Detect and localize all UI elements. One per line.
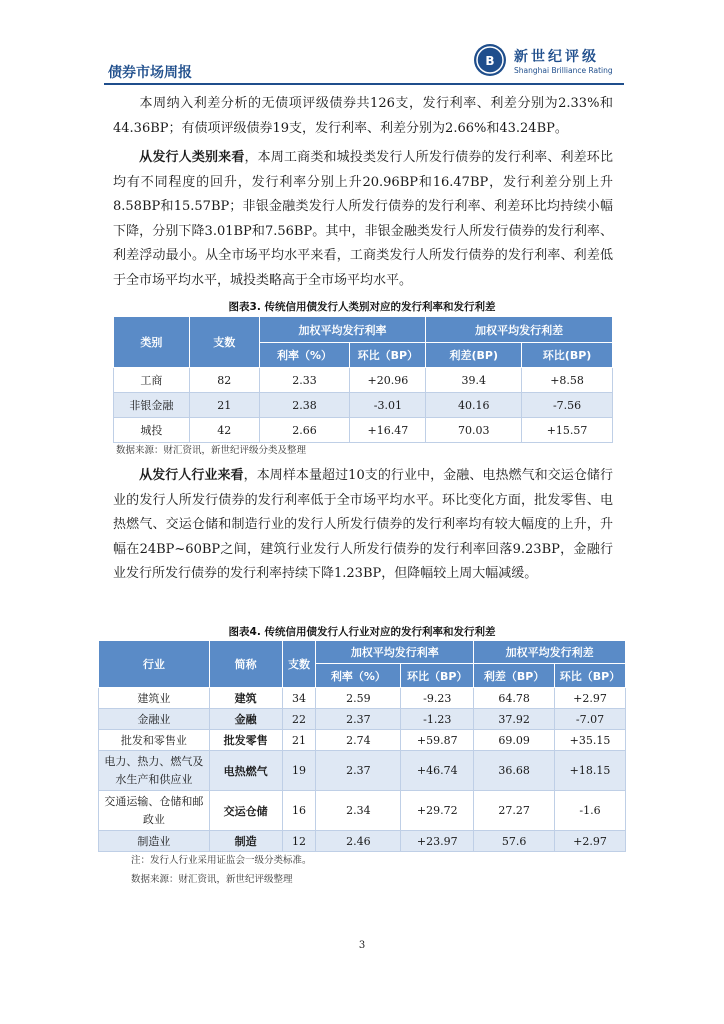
cell: 34 xyxy=(282,688,316,709)
cell: +35.15 xyxy=(555,730,626,751)
cell: +20.96 xyxy=(350,368,426,393)
cell: 批发零售 xyxy=(209,730,282,751)
cell: 16 xyxy=(282,791,316,831)
cell: 64.78 xyxy=(474,688,555,709)
table4-source: 数据来源：财汇资讯，新世纪评级整理 xyxy=(131,874,293,885)
cell: +59.87 xyxy=(401,730,474,751)
table-row xyxy=(114,393,613,418)
cell: 12 xyxy=(282,831,316,852)
cell: 制造 xyxy=(209,831,282,852)
cell: 城投 xyxy=(114,418,190,443)
cell: 70.03 xyxy=(426,418,522,443)
paragraph-issuer-category xyxy=(113,146,613,293)
report-title: 债券市场周报 xyxy=(108,65,192,81)
cell: 建筑业 xyxy=(99,688,210,709)
cell: 27.27 xyxy=(474,791,555,831)
col-group-rate: 加权平均发行利率 xyxy=(259,317,426,343)
cell: 42 xyxy=(189,418,259,443)
cell: 非银金融 xyxy=(114,393,190,418)
cell: 82 xyxy=(189,368,259,393)
cell: -1.6 xyxy=(555,791,626,831)
cell: +16.47 xyxy=(350,418,426,443)
col-header-rate: 利率（%） xyxy=(316,664,401,688)
cell: +29.72 xyxy=(401,791,474,831)
cell: 交运仓储 xyxy=(209,791,282,831)
col-header-industry: 行业 xyxy=(99,641,210,688)
cell: +8.58 xyxy=(522,368,613,393)
paragraph-lead: 从发行人类别来看 xyxy=(139,150,245,165)
logo-english-name: Shanghai Brilliance Rating xyxy=(514,66,613,75)
paragraph-text: ，本周样本量超过10支的行业中，金融、电热燃气和交运仓储行业的发行人所发行债券的发行利率低于全市场平均水平。环比变化方面，批发零售、电热燃气、交运仓储和制造行业的发行人所发行债券的发行利率均有较大幅度的上升，升幅在24BP~60BP之间，建筑行业发行人所发行债券的发行利率回落9.23BP，金融行业发行所发行债券的发行利率持续下降1.23BP，但降幅较上周大幅减缓。 xyxy=(113,468,613,581)
col-header-rate-change: 环比（BP） xyxy=(350,343,426,368)
cell: 69.09 xyxy=(474,730,555,751)
cell: 金融业 xyxy=(99,709,210,730)
paragraph-summary xyxy=(113,92,613,141)
brand-logo xyxy=(474,44,624,80)
col-header-short: 简称 xyxy=(209,641,282,688)
svg-text:B: B xyxy=(485,54,495,68)
cell: 批发和零售业 xyxy=(99,730,210,751)
col-header-rate-change: 环比（BP） xyxy=(401,664,474,688)
table3-source: 数据来源：财汇资讯，新世纪评级分类及整理 xyxy=(116,445,307,456)
cell: 金融 xyxy=(209,709,282,730)
col-group-spread: 加权平均发行利差 xyxy=(426,317,613,343)
header-divider xyxy=(104,83,624,85)
cell: +2.97 xyxy=(555,831,626,852)
paragraph-text: 本周纳入利差分析的无债项评级债券共126支，发行利率、利差分别为2.33%和44.36BP；有债项评级债券19支，发行利率、利差分别为2.66%和43.24BP。 xyxy=(113,96,613,136)
col-header-spread: 利差（BP） xyxy=(474,664,555,688)
page-number: 3 xyxy=(358,940,366,951)
cell: 21 xyxy=(189,393,259,418)
cell: +23.97 xyxy=(401,831,474,852)
col-header-count: 支数 xyxy=(282,641,316,688)
cell: 电力、热力、燃气及水生产和供应业 xyxy=(99,751,210,791)
logo-emblem-icon xyxy=(474,44,506,76)
cell: +2.97 xyxy=(555,688,626,709)
cell: 21 xyxy=(282,730,316,751)
cell: 36.68 xyxy=(474,751,555,791)
cell: -1.23 xyxy=(401,709,474,730)
cell: 37.92 xyxy=(474,709,555,730)
page-header xyxy=(104,40,624,82)
paragraph-text: ，本周工商类和城投类发行人所发行债券的发行利率、利差环比均有不同程度的回升，发行利率分别上升20.96BP和16.47BP，发行利差分别上升8.58BP和15.57BP；非银金融类发行人所发行债券的发行利率、利差环比均持续小幅下降，分别下降3.01BP和7.56BP。其中，非银金融类发行人所发行债券的发行利率、利差浮动最小。从全市场平均水平来看，工商类发行人所发行债券的发行利率、利差低于全市场平均水平，城投类略高于全市场平均水平。 xyxy=(113,150,613,288)
col-group-spread: 加权平均发行利差 xyxy=(474,641,626,664)
table-row xyxy=(99,791,626,831)
table-row xyxy=(114,418,613,443)
cell: -7.56 xyxy=(522,393,613,418)
table-row xyxy=(99,709,626,730)
cell: 2.46 xyxy=(316,831,401,852)
cell: +46.74 xyxy=(401,751,474,791)
cell: 2.74 xyxy=(316,730,401,751)
table-row xyxy=(114,368,613,393)
cell: 2.33 xyxy=(259,368,350,393)
cell: 电热燃气 xyxy=(209,751,282,791)
cell: 2.59 xyxy=(316,688,401,709)
cell: 2.34 xyxy=(316,791,401,831)
cell: +15.57 xyxy=(522,418,613,443)
table-row xyxy=(99,751,626,791)
paragraph-lead: 从发行人行业来看 xyxy=(139,468,244,483)
cell: 57.6 xyxy=(474,831,555,852)
cell: 19 xyxy=(282,751,316,791)
cell: -7.07 xyxy=(555,709,626,730)
cell: 40.16 xyxy=(426,393,522,418)
col-header-category: 类别 xyxy=(114,317,190,368)
cell: 2.66 xyxy=(259,418,350,443)
cell: 工商 xyxy=(114,368,190,393)
figure-3-title: 图表3. 传统信用债发行人类别对应的发行利率和发行利差 xyxy=(228,301,496,313)
cell: 2.37 xyxy=(316,709,401,730)
col-header-spread-change: 环比(BP) xyxy=(522,343,613,368)
cell: 2.37 xyxy=(316,751,401,791)
cell: 制造业 xyxy=(99,831,210,852)
figure-4-title: 图表4. 传统信用债发行人行业对应的发行利率和发行利差 xyxy=(228,626,496,638)
paragraph-issuer-industry xyxy=(113,464,613,587)
cell: -3.01 xyxy=(350,393,426,418)
col-group-rate: 加权平均发行利率 xyxy=(316,641,474,664)
cell: 2.38 xyxy=(259,393,350,418)
cell: 39.4 xyxy=(426,368,522,393)
table-row xyxy=(99,688,626,709)
col-header-count: 支数 xyxy=(189,317,259,368)
cell: -9.23 xyxy=(401,688,474,709)
col-header-spread: 利差(BP) xyxy=(426,343,522,368)
logo-chinese-name: 新世纪评级 xyxy=(514,49,599,65)
cell: 交通运输、仓储和邮政业 xyxy=(99,791,210,831)
table-issuer-category xyxy=(113,316,613,443)
cell: 22 xyxy=(282,709,316,730)
table4-note: 注：发行人行业采用证监会一级分类标准。 xyxy=(131,855,312,866)
col-header-spread-change: 环比（BP） xyxy=(555,664,626,688)
table-issuer-industry xyxy=(98,640,626,852)
cell: 建筑 xyxy=(209,688,282,709)
col-header-rate: 利率（%） xyxy=(259,343,350,368)
cell: +18.15 xyxy=(555,751,626,791)
table-row xyxy=(99,831,626,852)
table-row xyxy=(99,730,626,751)
